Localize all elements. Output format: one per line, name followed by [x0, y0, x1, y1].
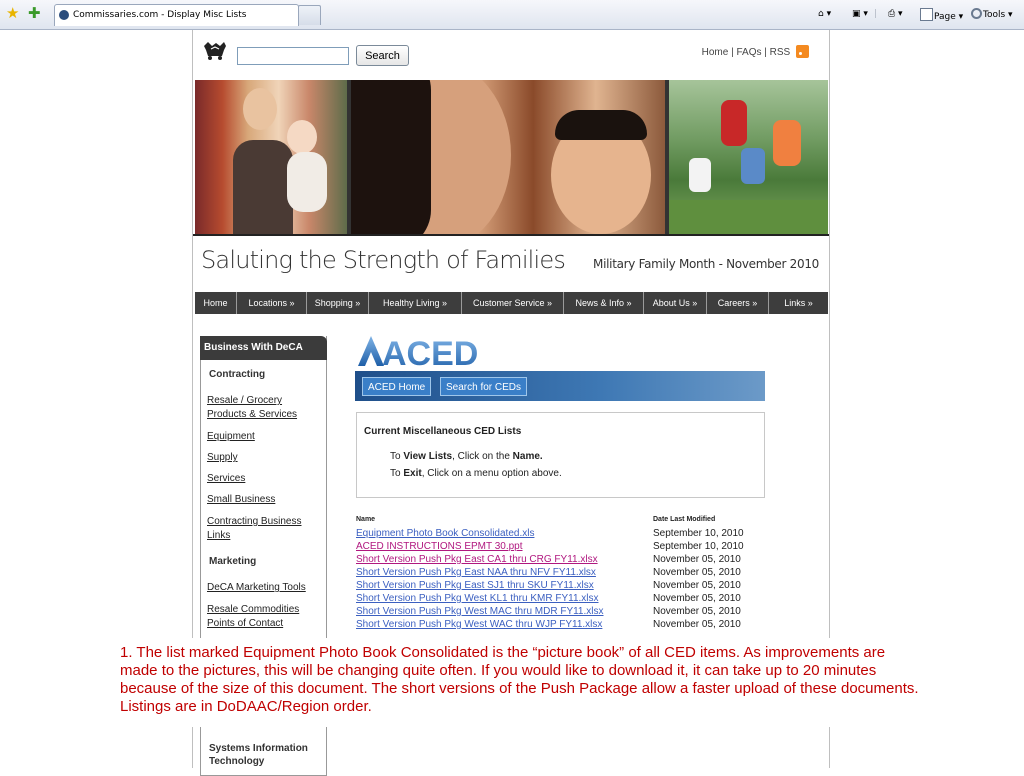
browser-tab[interactable] — [54, 4, 299, 26]
add-favorites-icon[interactable]: ✚ — [28, 5, 41, 22]
nav-careers[interactable]: Careers » — [707, 292, 769, 314]
nav-links[interactable]: Links » — [784, 298, 813, 308]
table-row — [356, 566, 776, 579]
nav-news-info[interactable]: News & Info » — [564, 292, 644, 314]
file-link[interactable]: Short Version Push Pkg West WAC thru WJP FY11.xlsx — [356, 619, 603, 630]
search-input[interactable] — [237, 47, 349, 65]
file-date: September 10, 2010 — [653, 528, 744, 539]
file-date: November 05, 2010 — [653, 593, 741, 604]
file-link[interactable]: Short Version Push Pkg West MAC thru MDR FY11.xlsx — [356, 606, 604, 617]
nav-home[interactable]: Home — [195, 292, 237, 314]
file-date: November 05, 2010 — [653, 606, 741, 617]
tab-title: Commissaries.com - Display Misc Lists — [73, 10, 247, 20]
home-icon[interactable]: ⌂ ▾ — [818, 9, 832, 19]
file-date: September 10, 2010 — [653, 541, 744, 552]
sidebar-title: Business With DeCA — [200, 336, 327, 360]
gear-icon — [971, 8, 982, 19]
search-button[interactable]: Search — [356, 45, 409, 66]
file-date: November 05, 2010 — [653, 580, 741, 591]
sidebar-link-marketing-tools[interactable]: DeCA Marketing Tools — [207, 582, 306, 593]
top-links: Home | FAQs | RSS — [702, 45, 809, 58]
table-row — [356, 527, 776, 540]
file-link[interactable]: Short Version Push Pkg West KL1 thru KMR FY11.xlsx — [356, 593, 599, 604]
sidebar-link-small-business[interactable]: Small Business — [207, 494, 276, 505]
hero-photo-mother-child — [351, 80, 665, 234]
page-menu[interactable]: Page ▾ — [920, 8, 963, 23]
banner-subtagline: Military Family Month - November 2010 — [593, 257, 819, 271]
table-row — [356, 592, 776, 605]
aced-logo-text: ACED — [382, 335, 479, 367]
aced-toolbar — [355, 371, 765, 401]
hero-banner — [195, 80, 828, 234]
file-date: November 05, 2010 — [653, 567, 741, 578]
sidebar-link-supply[interactable]: Supply — [207, 452, 238, 463]
nav-locations[interactable]: Locations » — [237, 292, 307, 314]
deca-logo-icon[interactable] — [202, 40, 228, 60]
table-row — [356, 540, 776, 553]
aced-logo — [356, 335, 486, 367]
aced-home-button[interactable]: ACED Home — [362, 377, 431, 396]
print-icon[interactable]: ⎙ ▾ — [888, 9, 903, 19]
rss-link[interactable]: RSS — [769, 47, 791, 58]
page-icon — [920, 8, 933, 21]
sidebar-link-resale-grocery[interactable]: Resale / Grocery Products & Services — [207, 395, 298, 420]
sidebar-section-marketing: Marketing — [209, 556, 257, 567]
info-view-instruction: To View Lists, Click on the Name. — [390, 451, 543, 462]
home-link[interactable]: Home — [701, 47, 729, 58]
hero-photo-family-running — [669, 80, 828, 234]
file-date: November 05, 2010 — [653, 554, 741, 565]
file-link[interactable]: Short Version Push Pkg East SJ1 thru SKU FY11.xlsx — [356, 580, 594, 591]
faqs-link[interactable]: FAQs — [736, 47, 762, 58]
browser-toolbar: ★ ✚ Commissaries.com - Display Misc Lists ⌂ ▾ ▣ ▾ | ⎙ ▾ Page ▾ Tools ▾ — [0, 0, 1024, 30]
nav-about-us[interactable]: About Us » — [644, 292, 707, 314]
table-row — [356, 579, 776, 592]
sidebar-link-resale-commodities[interactable]: Resale Commodities Points of Contact — [207, 604, 300, 629]
info-exit-instruction: To Exit, Click on a menu option above. — [390, 468, 562, 479]
column-header-name: Name — [356, 516, 376, 523]
nav-healthy-living[interactable]: Healthy Living » — [369, 292, 462, 314]
sidebar-link-contracting-business-links[interactable]: Contracting Business Links — [207, 516, 302, 541]
file-link[interactable]: Short Version Push Pkg East NAA thru NFV FY11.xlsx — [356, 567, 596, 578]
favorites-star-icon[interactable]: ★ — [6, 5, 20, 22]
table-row — [356, 553, 776, 566]
info-box-title: Current Miscellaneous CED Lists — [364, 426, 522, 437]
info-box — [356, 412, 765, 498]
file-link[interactable]: Short Version Push Pkg East CA1 thru CRG FY11.xlsx — [356, 554, 598, 565]
tools-menu[interactable]: Tools ▾ — [971, 8, 1013, 21]
column-header-date: Date Last Modified — [653, 516, 716, 523]
hero-divider — [193, 234, 829, 236]
sidebar-section-systems-it: Systems Information Technology — [209, 743, 308, 767]
banner-tagline: Saluting the Strength of Families — [201, 246, 566, 274]
feeds-icon[interactable]: ▣ ▾ — [852, 9, 868, 19]
nav-customer-service[interactable]: Customer Service » — [462, 292, 564, 314]
search-ceds-button[interactable]: Search for CEDs — [440, 377, 527, 396]
hero-photo-mother-baby — [195, 80, 347, 234]
nav-shopping[interactable]: Shopping » — [307, 292, 369, 314]
sidebar-link-services[interactable]: Services — [207, 473, 246, 484]
file-link[interactable]: Equipment Photo Book Consolidated.xls — [356, 528, 535, 539]
annotation-caption: 1. The list marked Equipment Photo Book Consolidated is the “picture book” of all CED items. As improvements are made to the pictures, this will be changing quite often. If you would like to download it, it can take up to 20 minutes because of the size of this document. The short versions of the Push Package allow a faster upload of these documents. Listings are in DoDAAC/Region order. — [112, 638, 927, 727]
sidebar-section-contracting: Contracting — [209, 369, 266, 380]
table-row — [356, 605, 776, 618]
main-nav — [195, 292, 828, 314]
browser-viewport — [0, 30, 1024, 768]
sidebar-link-equipment[interactable]: Equipment — [207, 431, 255, 442]
rss-icon[interactable] — [796, 45, 809, 58]
file-date: November 05, 2010 — [653, 619, 741, 630]
table-row — [356, 618, 776, 631]
file-link[interactable]: ACED INSTRUCTIONS EPMT 30.ppt — [356, 541, 523, 552]
site-favicon-icon — [59, 10, 69, 20]
new-tab-button[interactable] — [298, 5, 321, 25]
